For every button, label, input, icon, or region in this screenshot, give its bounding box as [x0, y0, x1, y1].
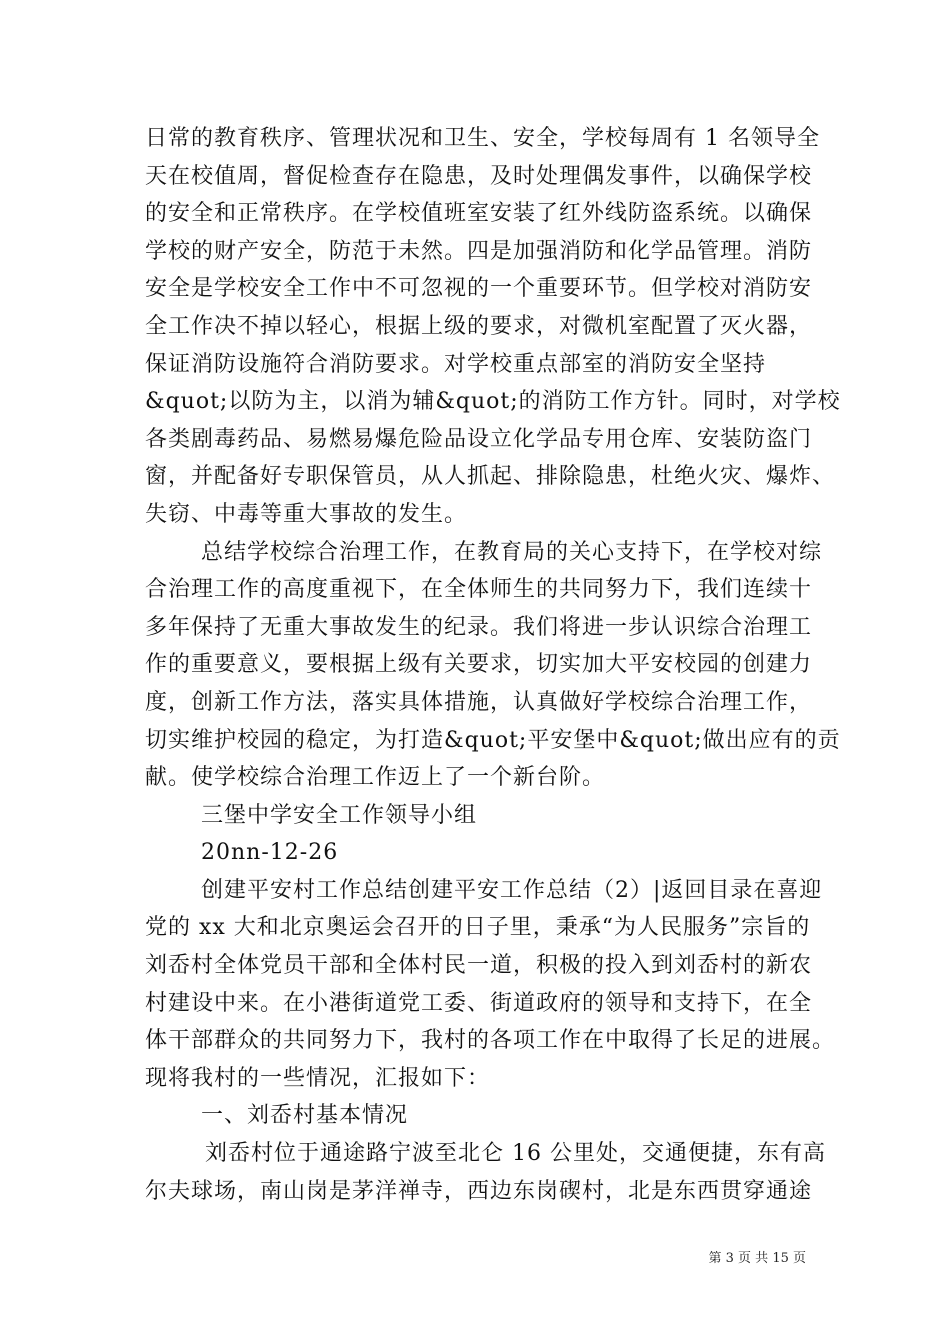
text-line: 作的重要意义，要根据上级有关要求，切实加大平安校园的创建力: [145, 652, 813, 678]
text-line: &quot;以防为主，以消为辅&quot;的消防工作方针。同时，对学校: [145, 389, 841, 415]
document-body: [145, 120, 841, 1210]
text-line: 切实维护校园的稳定，为打造&quot;平安堡中&quot;做出应有的贡: [145, 727, 841, 753]
text-line: 多年保持了无重大事故发生的纪录。我们将进一步认识综合治理工: [145, 614, 813, 640]
text-line: 安全是学校安全工作中不可忽视的一个重要环节。但学校对消防安: [145, 276, 813, 302]
text-line: 尔夫球场，南山岗是茅洋禅寺，西边东岗碶村，北是东西贯穿通途: [145, 1178, 813, 1204]
text-line: 刘岙村全体党员干部和全体村民一道，积极的投入到刘岙村的新农: [145, 953, 813, 979]
text-line: 各类剧毒药品、易燃易爆危险品设立化学品专用仓库、安装防盗门: [145, 426, 813, 452]
text-line: 失窃、中毒等重大事故的发生。: [145, 501, 468, 527]
text-line: 保证消防设施符合消防要求。对学校重点部室的消防安全坚持: [145, 351, 767, 377]
text-line: 学校的财产安全，防范于未然。四是加强消防和化学品管理。消防: [145, 238, 813, 264]
section-heading: 一、刘岙村基本情况: [201, 1103, 409, 1129]
text-line: 党的 xx 大和北京奥运会召开的日子里，秉承“为人民服务”宗旨的: [145, 915, 811, 941]
paragraph-start-line: 刘岙村位于通途路宁波至北仑 16 公里处，交通便捷，东有高: [205, 1141, 826, 1167]
paragraph-start-line: 创建平安村工作总结创建平安工作总结（2）|返回目录在喜迎: [201, 877, 823, 903]
text-line: 窗，并配备好专职保管员，从人抓起、排除隐患，杜绝火灾、爆炸、: [145, 464, 836, 490]
text-line: 天在校值周，督促检查存在隐患，及时处理偶发事件，以确保学校: [145, 163, 813, 189]
text-line: 体干部群众的共同努力下，我村的各项工作在中取得了长足的进展。: [145, 1028, 836, 1054]
text-line: 的安全和正常秩序。在学校值班室安装了红外线防盗系统。以确保: [145, 201, 813, 227]
text-line: 合治理工作的高度重视下，在全体师生的共同努力下，我们连续十: [145, 577, 813, 603]
paragraph-start-line: 总结学校综合治理工作，在教育局的关心支持下，在学校对综: [201, 539, 823, 565]
text-line: 献。使学校综合治理工作迈上了一个新台阶。: [145, 765, 606, 791]
page-number-footer: 第 3 页 共 15 页: [708, 1251, 806, 1266]
signature-organization: 三堡中学安全工作领导小组: [201, 802, 478, 828]
text-line: 全工作决不掉以轻心，根据上级的要求，对微机室配置了灭火器，: [145, 313, 813, 339]
text-line: 村建设中来。在小港街道党工委、街道政府的领导和支持下，在全: [145, 990, 813, 1016]
signature-date: 20nn-12-26: [201, 840, 339, 866]
text-line: 日常的教育秩序、管理状况和卫生、安全，学校每周有 1 名领导全: [145, 126, 820, 151]
text-line: 现将我村的一些情况，汇报如下：: [145, 1065, 491, 1091]
text-line: 度，创新工作方法，落实具体措施，认真做好学校综合治理工作，: [145, 689, 813, 715]
